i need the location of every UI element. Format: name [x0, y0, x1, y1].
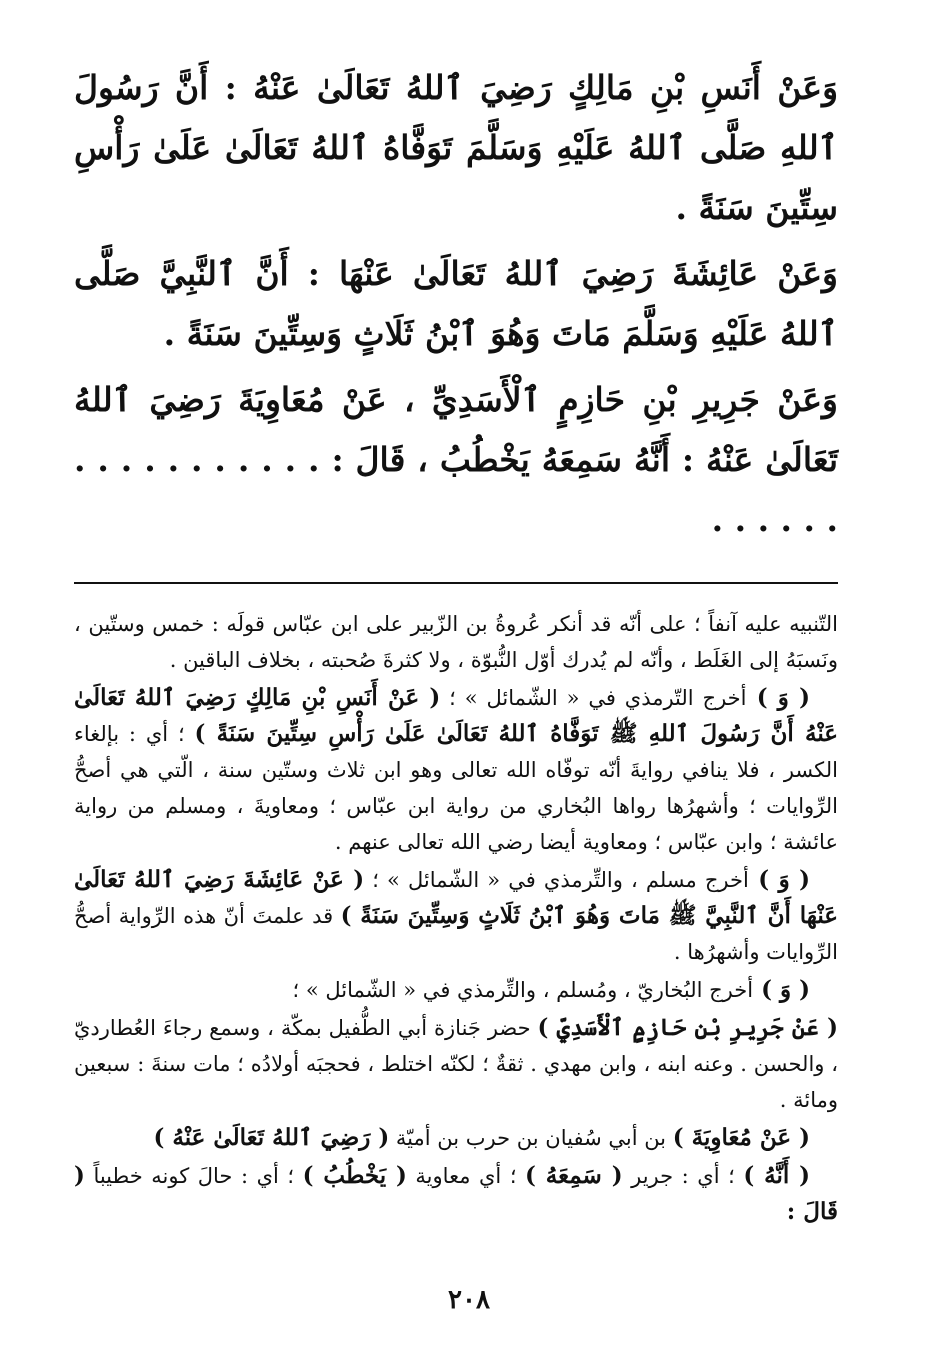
- commentary-text: ؛ أي معاوية: [406, 1164, 526, 1188]
- quoted-matn: ( عَنْ مُعَاوِيَةَ ): [672, 1124, 810, 1151]
- hadith-aisha: وَعَنْ عَائِشَةَ رَضِيَ ٱللهُ تَعَالَىٰ عَنْهَا : أَنَّ ٱلنَّبِيَّ صَلَّى ٱللهُ عَلَيْهِ وَسَلَّمَ مَاتَ وَهُوَ ٱبْنُ ثَلَاثٍ وَسِتِّينَ سَنَةً .: [74, 254, 838, 353]
- commentary-text: أخرج التّرمذي في « الشّمائل » ؛: [440, 686, 747, 710]
- commentary-paragraph: [74, 680, 838, 860]
- commentary-paragraph: [74, 606, 838, 678]
- commentary-text: ؛ أي : جرير: [622, 1164, 744, 1188]
- commentary-paragraph: [74, 1120, 838, 1156]
- quoted-matn: ( وَ ): [748, 866, 810, 893]
- quoted-matn: ( قَالَ :: [74, 1162, 838, 1225]
- commentary-paragraph: [74, 972, 838, 1008]
- commentary-text: أخرج البُخاريّ ، ومُسلم ، والتِّرمذي في « الشّمائل » ؛: [292, 978, 754, 1002]
- quoted-matn: ( عَنْ أَنَسِ بْنِ مَالِكٍ رَضِيَ ٱللهُ تَعَالَىٰ عَنْهُ أَنَّ رَسُولَ ٱللهِ ﷺ تَوَفَّاهُ ٱللهُ تَعَالَىٰ عَلَىٰ رَأْسِ سِتِّينَ سَنَةً ): [74, 684, 838, 747]
- commentary-text: ؛ أي : حالَ كونه خطيباً: [84, 1164, 303, 1188]
- commentary-text: ؛ أي : بإلغاء الكسر ، فلا ينافي روايةَ أنّه توفّاه الله تعالى وهو ابن ثلاث وستّين سنة ، الّتي هي أصحُّ الرِّوايات ؛ وأشهرُها رواها البُخاري من رواية ابن عبّاس ؛ ومعاويةَ ، ومسلم من رواية عائشة ؛ وابن عبّاس ؛ ومعاوية أيضا رضي الله تعالى عنهم .: [74, 722, 838, 854]
- commentary-text: التّنبيه عليه آنفاً ؛ على أنّه قد أنكر عُروةُ بن الزّبير على ابن عبّاس قولَه : خمس وستّين ، ونَسبَهُ إلى الغَلَط ، وأنّه لم يُدرك أوّل النُّبوّة ، ولا كثرةَ صُحبته ، بخلاف الباقين .: [74, 612, 838, 672]
- quoted-matn: ( رَضِيَ ٱللهُ تَعَالَىٰ عَنْهُ ): [153, 1124, 390, 1151]
- commentary-paragraph: [74, 862, 838, 970]
- hadith-anas: وَعَنْ أَنَسِ بْنِ مَالِكٍ رَضِيَ ٱللهُ تَعَالَىٰ عَنْهُ : أَنَّ رَسُولَ ٱللهِ صَلَّى ٱللهُ عَلَيْهِ وَسَلَّمَ تَوَفَّاهُ ٱللهُ تَعَالَىٰ عَلَىٰ رَأْسِ سِتِّينَ سَنَةً .: [74, 68, 838, 227]
- quoted-matn: ( عَنْ عَائِشَةَ رَضِيَ ٱللهُ تَعَالَىٰ عَنْهَا أَنَّ ٱلنَّبِيَّ ﷺ مَاتَ وَهُوَ ٱبْنُ ثَلَاثٍ وَسِتِّينَ سَنَةً ): [74, 866, 838, 929]
- footnote-separator: [74, 582, 838, 584]
- book-page: [74, 58, 838, 1371]
- quoted-matn: ( يَخْطُبُ ): [302, 1162, 407, 1189]
- quoted-matn: ( سَمِعَهُ ): [525, 1162, 623, 1189]
- commentary-text: حضر جَنازة أبي الطُّفيل بمكّة ، وسمع رجاءَ العُطارديّ ، والحسن . وعنه ابنه ، وابن مهدي . ثقةٌ ؛ لكنّه اختلط ، فحجبَه أولادُه ؛ مات سنةَ : سبعين ومائة .: [74, 1016, 838, 1112]
- quoted-matn: ( وَ ): [746, 684, 811, 711]
- hadith-jarir: وَعَنْ جَرِيرِ بْنِ حَازِمٍ ٱلْأَسَدِيِّ ، عَنْ مُعَاوِيَةَ رَضِيَ ٱللهُ تَعَالَىٰ عَنْهُ : أَنَّهُ سَمِعَهُ يَخْطُبُ ، قَالَ : . . . . . . . . . . . . . . . . .: [74, 380, 838, 539]
- commentary-text: أخرج مسلم ، والتِّرمذي في « الشّمائل » ؛: [364, 868, 749, 892]
- commentary-text: قد علمتَ أنّ هذه الرِّواية أصحُّ الرِّوايات وأشهرُها .: [74, 904, 838, 964]
- commentary-text: بن أبي سُفيان بن حرب بن أميّة: [389, 1126, 673, 1150]
- quoted-matn: ( عَنْ جَرِيرِ بْنِ حَازِمٍ ٱلْأَسَدِيِّ ): [537, 1014, 838, 1041]
- commentary: [74, 606, 838, 1230]
- main-text: [74, 58, 838, 550]
- commentary-paragraph: [74, 1158, 838, 1230]
- quoted-matn: ( وَ ): [753, 976, 810, 1003]
- commentary-paragraph: [74, 1010, 838, 1118]
- quoted-matn: ( أَنَّهُ ): [743, 1162, 811, 1189]
- page-number: ٢٠٨: [448, 1285, 490, 1315]
